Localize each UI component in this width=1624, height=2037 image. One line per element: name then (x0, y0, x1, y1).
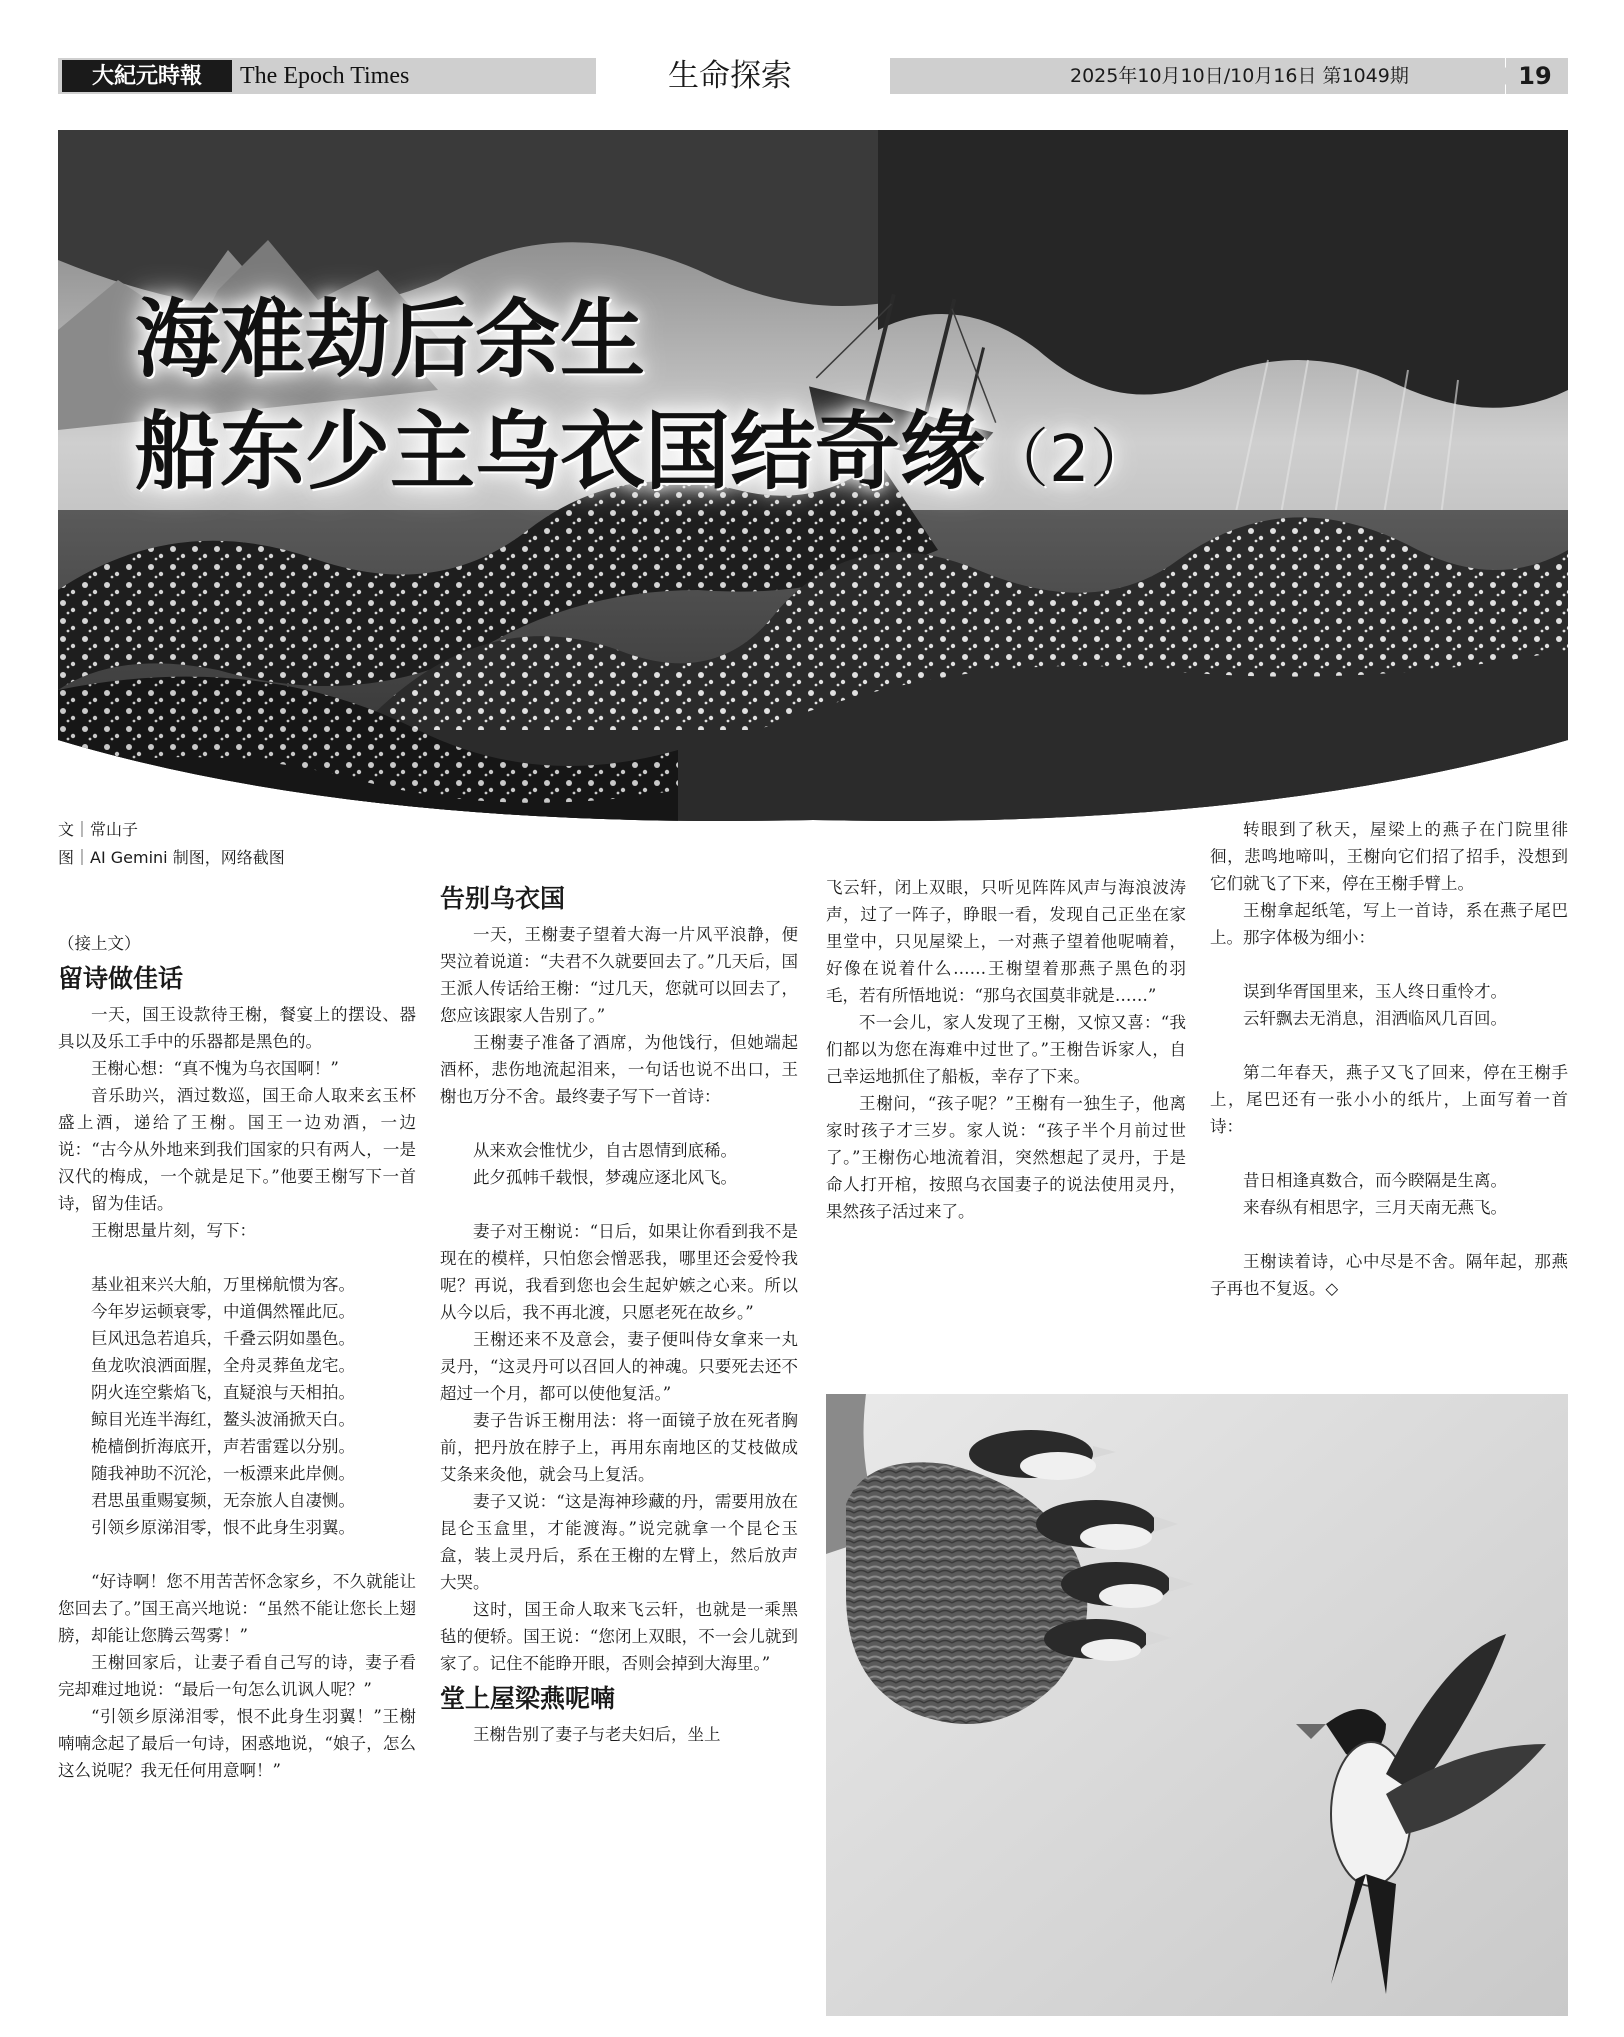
spacer (440, 1110, 798, 1137)
paragraph: 王榭心想：“真不愧为乌衣国啊！” (91, 1059, 339, 1078)
paragraph: 王榭回家后，让妻子看自己写的诗，妻子看完却难过地说：“最后一句怎么讥讽人呢？” (58, 1653, 416, 1699)
paragraph: 妻子对王榭说：“日后，如果让你看到我不是现在的模样，只怕您会憎恶我，哪里还会爱怜我呢？再说，我看到您也会生起妒嫉之心来。所以从今以后，我不再北渡，只愿老死在故乡。” (440, 1222, 798, 1322)
paragraph: 王榭思量片刻，写下： (91, 1221, 256, 1240)
poem-line: 云轩飘去无消息，泪洒临风几百回。 (1243, 1009, 1507, 1028)
poem-line: 引领乡原涕泪零，恨不此身生羽翼。 (91, 1518, 355, 1537)
masthead-logo-english: The Epoch Times (240, 63, 410, 89)
paragraph: 王榭还来不及意会，妻子便叫侍女拿来一丸灵丹，“这灵丹可以召回人的神魂。只要死去还不超过一个月，都可以使他复活。” (440, 1330, 798, 1403)
poem-line: 此夕孤帏千载恨，梦魂应逐北风飞。 (473, 1168, 737, 1187)
article-column-3 (826, 874, 1186, 1225)
page-number: 19 (1518, 62, 1552, 90)
poem-line: 巨风迅急若追兵，千叠云阴如墨色。 (91, 1329, 355, 1348)
paragraph: 王榭问，“孩子呢？”王榭有一独生子，他离家时孩子才三岁。家人说：“孩子半个月前过世了。”王榭伤心地流着泪，突然想起了灵丹，于是命人打开棺，按照乌衣国妻子的说法使用灵丹，果然孩子活过来了。 (826, 1094, 1186, 1221)
poem-line: 从来欢会惟忧少，自古恩情到底稀。 (473, 1141, 737, 1160)
spacer (58, 1244, 416, 1271)
paragraph: “好诗啊！您不用苦苦怀念家乡，不久就能让您回去了。”国王高兴地说：“虽然不能让您长上翅膀，却能让您腾云驾雾！” (58, 1572, 416, 1645)
paragraph: 音乐助兴，酒过数巡，国王命人取来玄玉杯盛上酒，递给了王榭。国王一边劝酒，一边说：“古今从外地来到我们国家的只有两人，一是汉代的梅成，一个就是足下。”他要王榭写下一首诗，留为佳话。 (58, 1086, 416, 1213)
subheading-gaobie: 告别乌衣国 (440, 884, 566, 913)
spacer (1210, 1221, 1568, 1248)
subheading-yannina: 堂上屋梁燕呢喃 (440, 1684, 616, 1713)
poem-line: 君思虽重赐宴频，无奈旅人自凄恻。 (91, 1491, 355, 1510)
poem-line: 基业祖来兴大舶，万里梯航惯为客。 (91, 1275, 355, 1294)
paragraph: 一天，国王设款待王榭，餐宴上的摆设、器具以及乐工手中的乐器都是黑色的。 (58, 1005, 416, 1051)
paragraph: 飞云轩，闭上双眼，只听见阵阵风声与海浪波涛声，过了一阵子，睁眼一看，发现自己正坐在家里堂中，只见屋梁上，一对燕子望着他呢喃着，好像在说着什么……王榭望着那燕子黑色的羽毛，若有所悟地说：“那乌衣国莫非就是……” (826, 878, 1186, 1005)
article-column-1 (58, 930, 416, 1784)
paragraph: 不一会儿，家人发现了王榭，又惊又喜：“我们都以为您在海难中过世了。”王榭告诉家人，自己幸运地抓住了船板，幸存了下来。 (826, 1013, 1186, 1086)
paragraph: 王榭读着诗，心中尽是不舍。隔年起，那燕子再也不复返。◇ (1210, 1252, 1568, 1298)
paragraph: 王榭妻子准备了酒席，为他饯行，但她端起酒杯，悲伤地流起泪来，一句话也说不出口，王榭也万分不舍。最终妻子写下一首诗： (440, 1033, 798, 1106)
section-title: 生命探索 (668, 58, 792, 94)
headline-line-1: 海难劫后余生 (135, 291, 646, 390)
poem-line: 随我神助不沉沦，一板漂来此岸侧。 (91, 1464, 355, 1483)
article-column-4 (1210, 816, 1568, 1302)
poem-line: 来春纵有相思字，三月天南无燕飞。 (1243, 1198, 1507, 1217)
paragraph: 这时，国王命人取来飞云轩，也就是一乘黑毡的便轿。国王说：“您闭上双眼，不一会儿就到家了。记住不能睁开眼，否则会掉到大海里。” (440, 1600, 798, 1673)
spacer (1210, 951, 1568, 978)
paragraph: 第二年春天，燕子又飞了回来，停在王榭手上，尾巴还有一张小小的纸片，上面写着一首诗： (1210, 1063, 1568, 1136)
paragraph: “引领乡原涕泪零，恨不此身生羽翼！”王榭喃喃念起了最后一句诗，困惑地说，“娘子，怎么这么说呢？我无任何用意啊！” (58, 1707, 416, 1780)
continued-note: （接上文） (58, 934, 141, 953)
author-credit: 文｜常山子 (58, 820, 139, 839)
paragraph: 妻子告诉王榭用法：将一面镜子放在死者胸前，把丹放在脖子上，再用东南地区的艾枝做成艾条来灸他，就会马上复活。 (440, 1411, 798, 1484)
paragraph: 妻子又说：“这是海神珍藏的丹，需要用放在昆仑玉盒里，才能渡海。”说完就拿一个昆仑玉盒，装上灵丹后，系在王榭的左臂上，然后放声大哭。 (440, 1492, 798, 1592)
paragraph: 转眼到了秋天，屋梁上的燕子在门院里徘徊，悲鸣地啼叫，王榭向它们招了招手，没想到它们就飞了下来，停在王榭手臂上。 (1210, 820, 1568, 893)
spacer (440, 1191, 798, 1218)
swallow-nest-photo (826, 1394, 1568, 2016)
poem-line: 鲸目光连半海红，鳌头波涌掀天白。 (91, 1410, 355, 1429)
spacer (1210, 1032, 1568, 1059)
poem-line: 鱼龙吹浪洒面腥，全舟灵葬鱼龙宅。 (91, 1356, 355, 1375)
image-credit: 图｜AI Gemini 制图，网络截图 (58, 848, 285, 867)
poem-line: 阴火连空紫焰飞，直疑浪与天相拍。 (91, 1383, 355, 1402)
poem-line: 昔日相逢真数合，而今睽隔是生离。 (1243, 1171, 1507, 1190)
spacer (58, 1541, 416, 1568)
masthead-logo-chinese: 大紀元時報 (62, 60, 232, 92)
paragraph: 一天，王榭妻子望着大海一片风平浪静，便哭泣着说道：“夫君不久就要回去了。”几天后，国王派人传话给王榭：“过几天，您就可以回去了，您应该跟家人告别了。” (440, 925, 798, 1025)
paragraph: 王榭告别了妻子与老夫妇后，坐上 (473, 1725, 721, 1744)
article-headline (135, 285, 1154, 516)
headline-line-2: 船东少主乌衣国结奇缘 (135, 403, 986, 502)
issue-date: 2025年10月10日/10月16日 第1049期 (1070, 65, 1409, 87)
subheading-liushi: 留诗做佳话 (58, 964, 184, 993)
poem-line: 误到华胥国里来，玉人终日重怜才。 (1243, 982, 1507, 1001)
paragraph: 王榭拿起纸笔，写上一首诗，系在燕子尾巴上。那字体极为细小： (1210, 901, 1568, 947)
poem-line: 桅樯倒折海底开，声若雷霆以分别。 (91, 1437, 355, 1456)
byline (58, 816, 285, 872)
poem-line: 今年岁运顿衰零，中道偶然罹此厄。 (91, 1302, 355, 1321)
headline-part-number: （2） (985, 423, 1154, 497)
article-column-2 (440, 877, 798, 1748)
spacer (1210, 1140, 1568, 1167)
